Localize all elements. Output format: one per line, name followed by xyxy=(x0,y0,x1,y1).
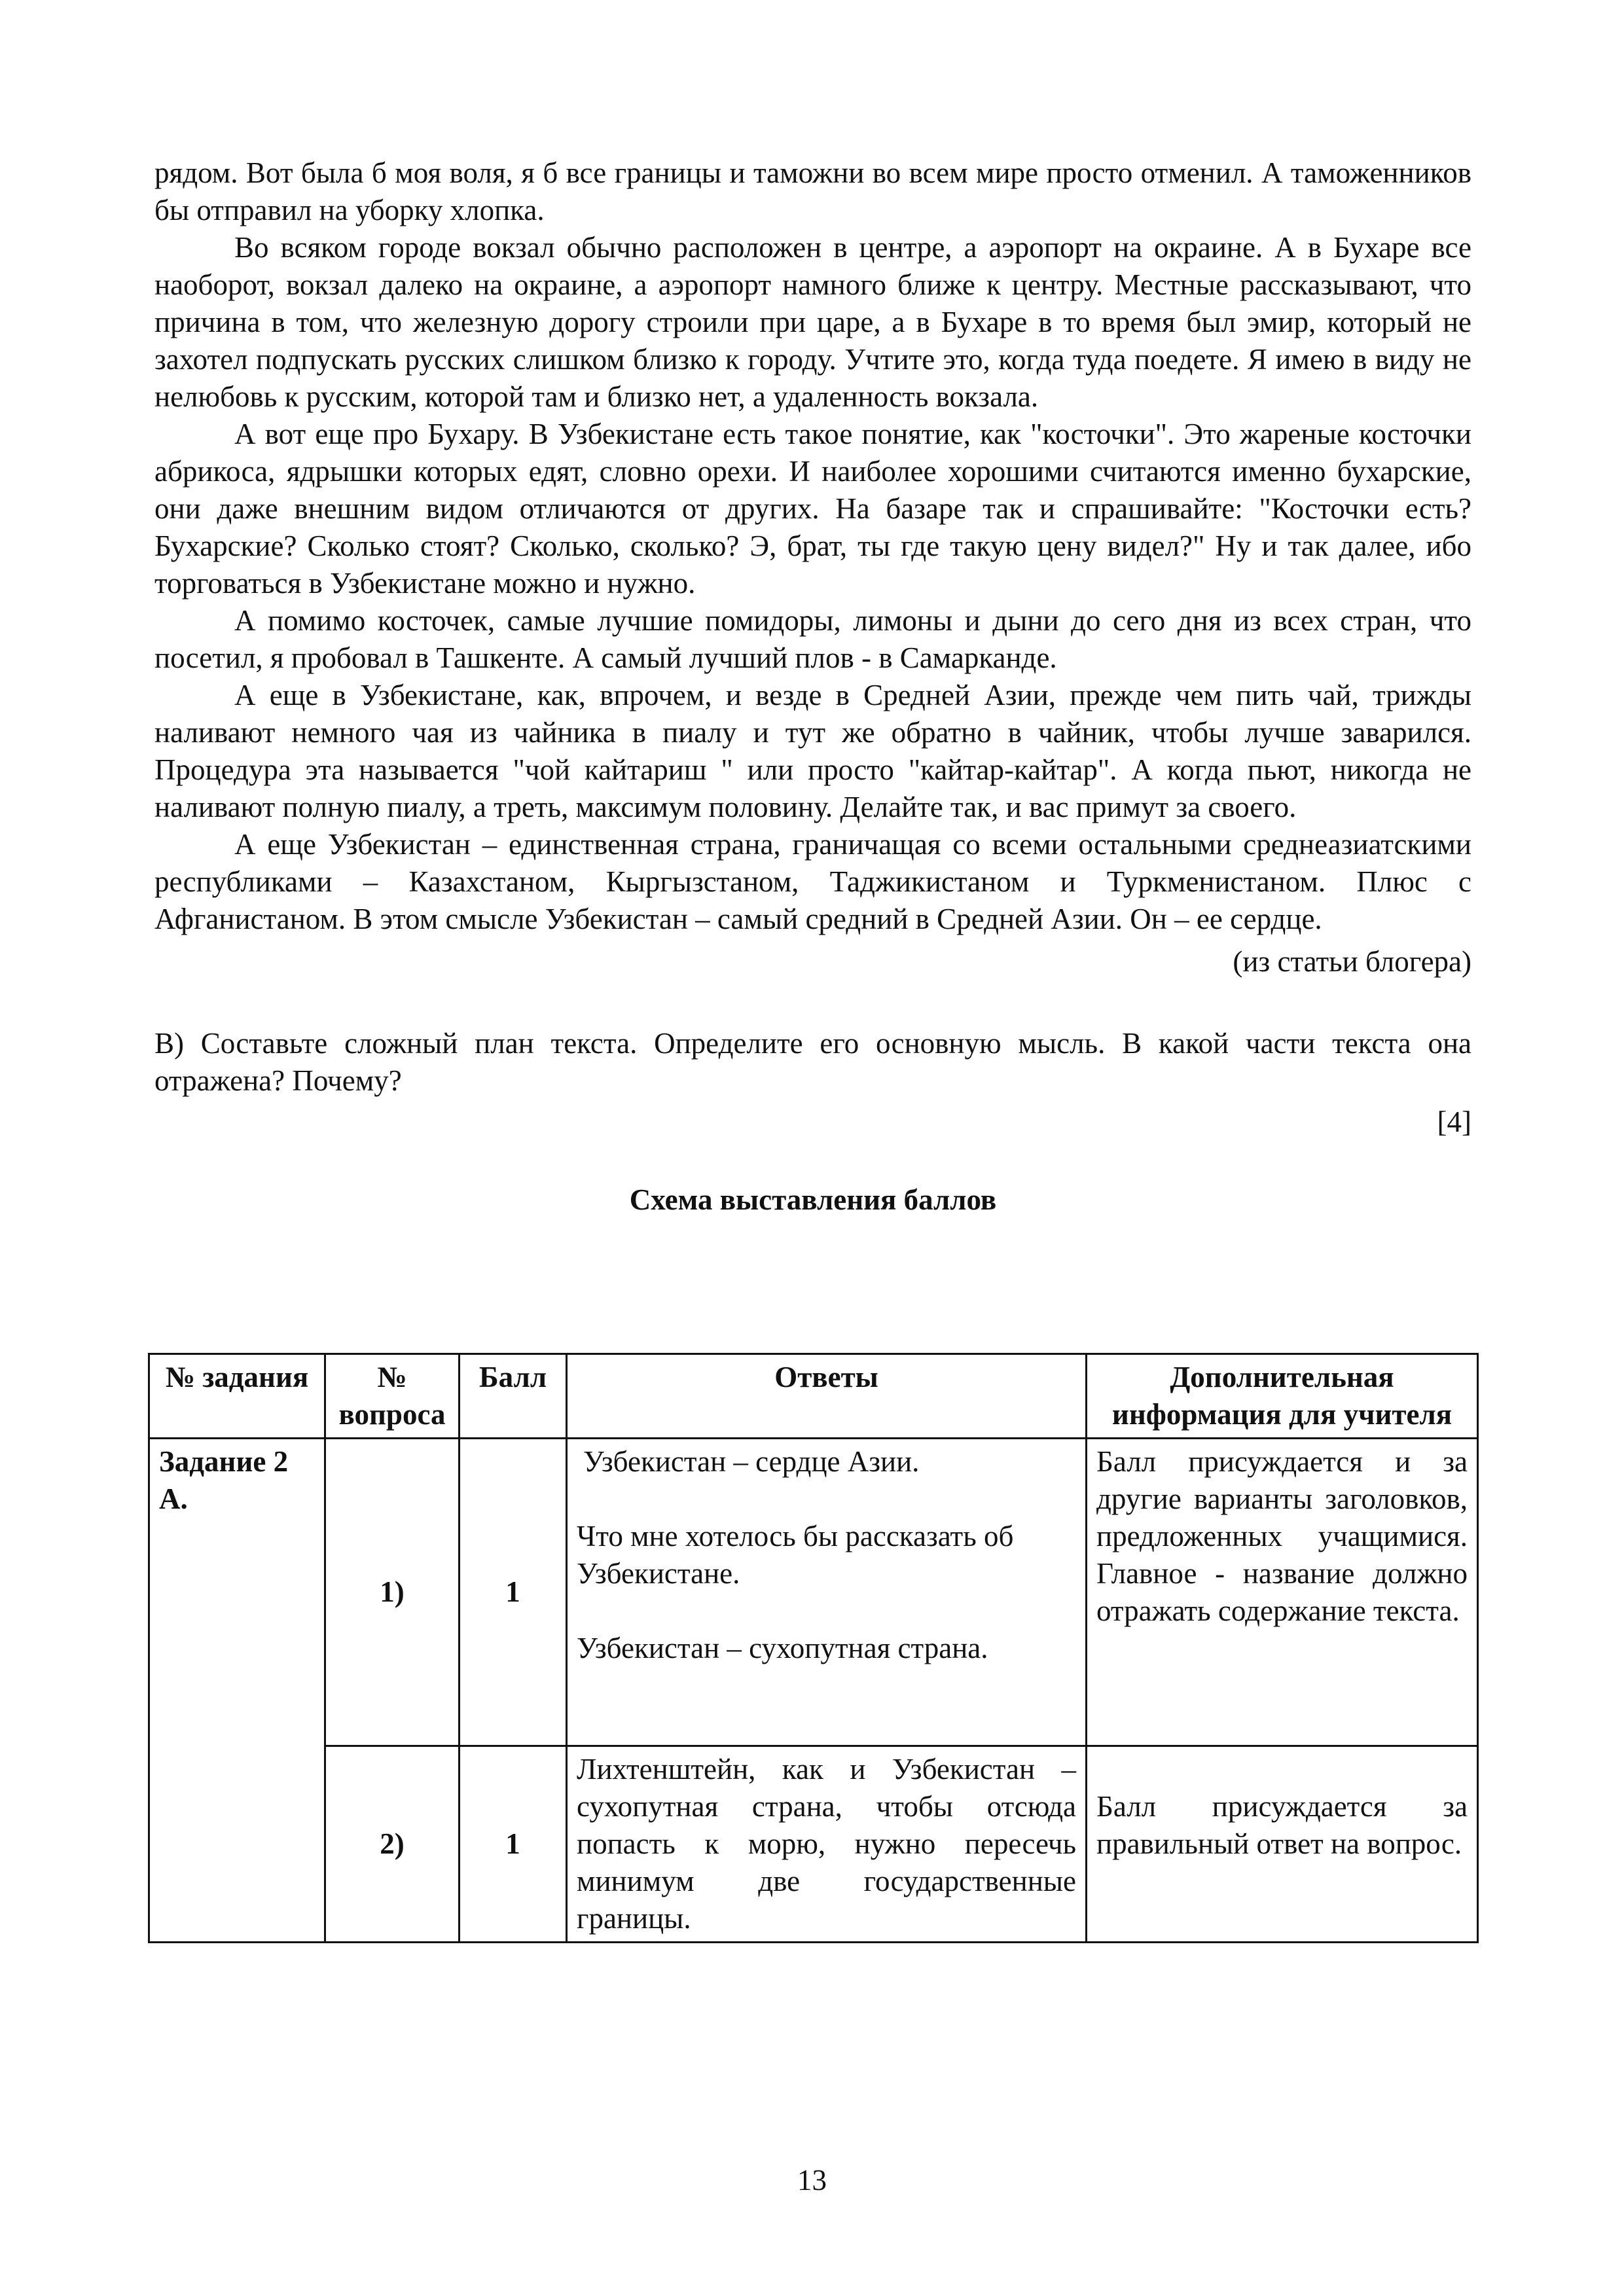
header-teacher-info: Дополнительная информация для учителя xyxy=(1087,1354,1478,1439)
answers-cell: Лихтенштейн, как и Узбекистан – сухопутная страна, чтобы отсюда попасть к морю, нужно пересечь минимум две государственные границы. xyxy=(567,1746,1087,1943)
paragraph: А еще Узбекистан – единственная страна, граничащая со всеми остальными среднеазиатскими республиками – Казахстаном, Кыргызстаном, Таджикистаном и Туркменистаном. Плюс с Афганистаном. В этом смысле Узбекистан – самый средний в Средней Азии. Он – ее сердце. xyxy=(154,828,1471,935)
scoring-table xyxy=(148,1353,1479,1943)
paragraph: А вот еще про Бухару. В Узбекистане есть такое понятие, как "косточки". Это жареные косточки абрикоса, ядрышки которых едят, словно орехи. И наиболее хорошими считаются именно бухарские, они даже внешним видом отличаются от других. На базаре так и спрашивайте: "Косточки есть? Бухарские? Сколько стоят? Сколько, сколько? Э, брат, ты где такую цену видел?" Ну и так далее, ибо торговаться в Узбекистане можно и нужно. xyxy=(154,418,1471,600)
score-cell: 1 xyxy=(460,1439,567,1746)
answer-option: Что мне хотелось бы рассказать об Узбекистане. xyxy=(577,1520,1014,1590)
table-header-row xyxy=(149,1354,1478,1439)
source-attribution: (из статьи блогера) xyxy=(1233,945,1471,978)
task-label-cell: Задание 2 А. xyxy=(149,1439,325,1943)
teacher-info-cell: Балл присуждается и за другие варианты заголовков, предложенных учащимися. Главное - название должно отражать содержание текста. xyxy=(1087,1439,1478,1746)
question-number-cell: 2) xyxy=(325,1746,460,1943)
header-question-number: № вопроса xyxy=(325,1354,460,1439)
header-score: Балл xyxy=(460,1354,567,1439)
points-label: [4] xyxy=(1437,1105,1471,1138)
answer-option: Узбекистан – сухопутная страна. xyxy=(577,1632,988,1664)
paragraph: рядом. Вот была б моя воля, я б все границы и таможни во всем мире просто отменил. А таможенников бы отправил на уборку хлопка. xyxy=(154,156,1471,226)
answer-option: Узбекистан – сердце Азии. xyxy=(583,1445,920,1478)
paragraph: А помимо косточек, самые лучшие помидоры, лимоны и дыни до сего дня из всех стран, что посетил, я пробовал в Ташкенте. А самый лучший плов - в Самарканде. xyxy=(154,604,1471,674)
scheme-title: Схема выставления баллов xyxy=(629,1183,997,1216)
teacher-info-text: Балл присуждается за правильный ответ на вопрос. xyxy=(1096,1790,1468,1860)
page-content xyxy=(154,154,1471,1237)
question-number-cell: 1) xyxy=(325,1439,460,1746)
teacher-info-cell xyxy=(1087,1746,1478,1943)
table-row xyxy=(149,1746,1478,1943)
page-number: 13 xyxy=(797,2164,827,2197)
header-task-number: № задания xyxy=(149,1354,325,1439)
paragraph: Во всяком городе вокзал обычно расположен в центре, а аэропорт на окраине. А в Бухаре все наоборот, вокзал далеко на окраине, а аэропорт намного ближе к центру. Местные рассказывают, что причина в том, что железную дорогу строили при царе, а в Бухаре в то время был эмир, который не захотел подпускать русских слишком близко к городу. Учтите это, когда туда поедете. Я имею в виду не нелюбовь к русским, которой там и близко нет, а удаленность вокзала. xyxy=(154,231,1471,413)
paragraph: А еще в Узбекистане, как, впрочем, и везде в Средней Азии, прежде чем пить чай, трижды наливают немного чая из чайника в пиалу и тут же обратно в чайник, чтобы лучше заварился. Процедура эта называется "чой кайтариш " или просто "кайтар-кайтар". А когда пьют, никогда не наливают полную пиалу, а треть, максимум половину. Делайте так, и вас примут за своего. xyxy=(154,679,1471,823)
task-question: B) Составьте сложный план текста. Определите его основную мысль. В какой части текста она отражена? Почему? xyxy=(154,1027,1471,1097)
table-row xyxy=(149,1439,1478,1746)
answers-cell xyxy=(567,1439,1087,1746)
header-answers: Ответы xyxy=(567,1354,1087,1439)
score-cell: 1 xyxy=(460,1746,567,1943)
